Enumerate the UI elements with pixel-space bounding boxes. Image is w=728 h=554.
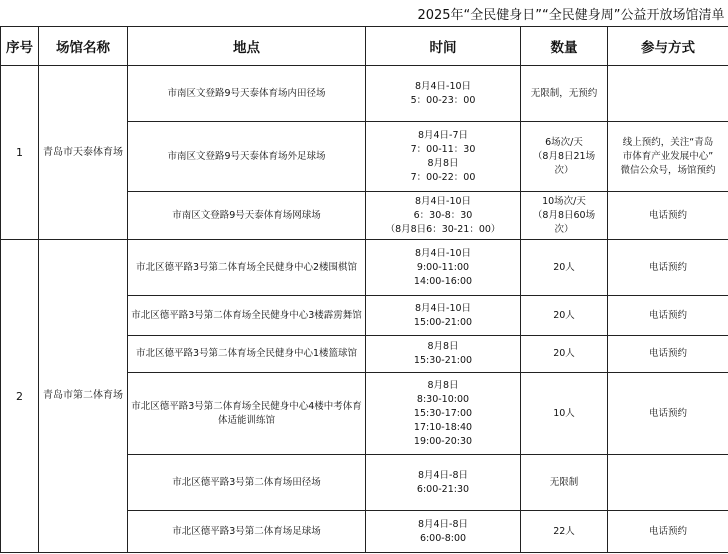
method-line: 线上预约，关注“青岛 (622, 136, 714, 148)
time-line: 7：00-11：30 (410, 143, 476, 155)
time-line: 8月4日-7日 (417, 129, 469, 141)
method-cell: 电话预约 (608, 511, 728, 553)
time-line: 6:00-8:00 (419, 532, 467, 544)
time-line: 8月4日-8日 (417, 518, 469, 530)
time-line: 19:00-20:30 (413, 435, 473, 447)
time-cell (366, 66, 521, 122)
time-line: 17:10-18:40 (413, 421, 473, 433)
time-line: 9:00-11:00 (416, 261, 470, 273)
quantity-cell (521, 122, 608, 192)
method-line: 微信公众号，场馆预约 (620, 164, 716, 176)
method-cell (608, 66, 728, 122)
location-cell: 市北区德平路3号第二体育场全民健身中心3楼霹雳舞馆 (128, 296, 366, 336)
header-venue-name: 场馆名称 (39, 27, 128, 66)
method-cell (608, 122, 728, 192)
location-cell: 市北区德平路3号第二体育场全民健身中心1楼篮球馆 (128, 336, 366, 373)
location-cell: 市北区德平路3号第二体育场足球场 (128, 511, 366, 553)
method-line: 市体育产业发展中心” (622, 150, 714, 162)
location-cell: 市北区德平路3号第二体育场全民健身中心4楼中考体育体适能训练馆 (128, 373, 366, 455)
row-index: 2 (1, 240, 39, 553)
time-line: 7：00-22：00 (410, 171, 476, 183)
quantity-line: （8月8日21场 (532, 150, 596, 162)
header-method: 参与方式 (608, 27, 728, 66)
header-time: 时间 (366, 27, 521, 66)
location-cell: 市南区文登路9号天泰体育场网球场 (128, 192, 366, 240)
time-line: 8月8日 (427, 157, 459, 169)
time-cell (366, 336, 521, 373)
method-cell: 电话预约 (608, 373, 728, 455)
quantity-line: 6场次/天 (545, 136, 583, 148)
venue-name: 青岛市第二体育场 (39, 240, 128, 553)
quantity-cell: 无限制 (521, 455, 608, 511)
time-line: 15:30-21:00 (413, 355, 473, 366)
time-line: 8月4日-10日 (414, 80, 472, 92)
quantity-line: 次） (554, 164, 574, 176)
row-index: 1 (1, 66, 39, 240)
time-line: （8月8日6：30-21：00） (385, 223, 501, 235)
header-index: 序号 (1, 27, 39, 66)
quantity-line: 次） (554, 223, 574, 235)
method-cell: 电话预约 (608, 296, 728, 336)
time-line: 8月4日-10日 (414, 247, 472, 259)
method-cell: 电话预约 (608, 192, 728, 240)
time-line: 8月8日 (427, 341, 459, 352)
location-cell: 市北区德平路3号第二体育场全民健身中心2楼围棋馆 (128, 240, 366, 296)
method-cell: 电话预约 (608, 240, 728, 296)
quantity-cell: 22人 (521, 511, 608, 553)
time-line: 15:00-21:00 (413, 316, 473, 328)
method-cell (608, 455, 728, 511)
time-cell (366, 192, 521, 240)
time-cell (366, 455, 521, 511)
table-row (1, 240, 728, 296)
time-line: 8月8日 (427, 379, 459, 391)
page-title: 2025年“全民健身日”“全民健身周”公益开放场馆清单 (1, 0, 728, 27)
time-cell (366, 122, 521, 192)
header-row (1, 27, 728, 66)
quantity-cell: 10人 (521, 373, 608, 455)
venue-name: 青岛市天泰体育场 (39, 66, 128, 240)
time-line: 14:00-16:00 (413, 275, 473, 287)
time-line: 6:00-21:30 (416, 483, 470, 495)
time-line: 6：30-8：30 (413, 209, 473, 221)
header-quantity: 数量 (521, 27, 608, 66)
time-cell (366, 373, 521, 455)
table-row (1, 66, 728, 122)
quantity-cell: 20人 (521, 336, 608, 373)
quantity-line: 10场次/天 (542, 195, 586, 207)
location-cell: 市南区文登路9号天泰体育场外足球场 (128, 122, 366, 192)
time-cell (366, 240, 521, 296)
time-line: 8月4日-10日 (414, 302, 472, 314)
time-cell (366, 511, 521, 553)
time-line: 8月4日-8日 (417, 469, 469, 481)
quantity-cell: 无限制，无预约 (521, 66, 608, 122)
location-cell: 市南区文登路9号天泰体育场内田径场 (128, 66, 366, 122)
location-cell: 市北区德平路3号第二体育场田径场 (128, 455, 366, 511)
time-cell (366, 296, 521, 336)
time-line: 15:30-17:00 (413, 407, 473, 419)
quantity-cell: 20人 (521, 240, 608, 296)
method-cell: 电话预约 (608, 336, 728, 373)
quantity-cell: 20人 (521, 296, 608, 336)
header-location: 地点 (128, 27, 366, 66)
quantity-cell (521, 192, 608, 240)
time-line: 5：00-23：00 (410, 94, 476, 106)
time-line: 8月4日-10日 (414, 195, 472, 207)
quantity-line: （8月8日60场 (532, 209, 596, 221)
time-line: 8:30-10:00 (416, 393, 470, 405)
